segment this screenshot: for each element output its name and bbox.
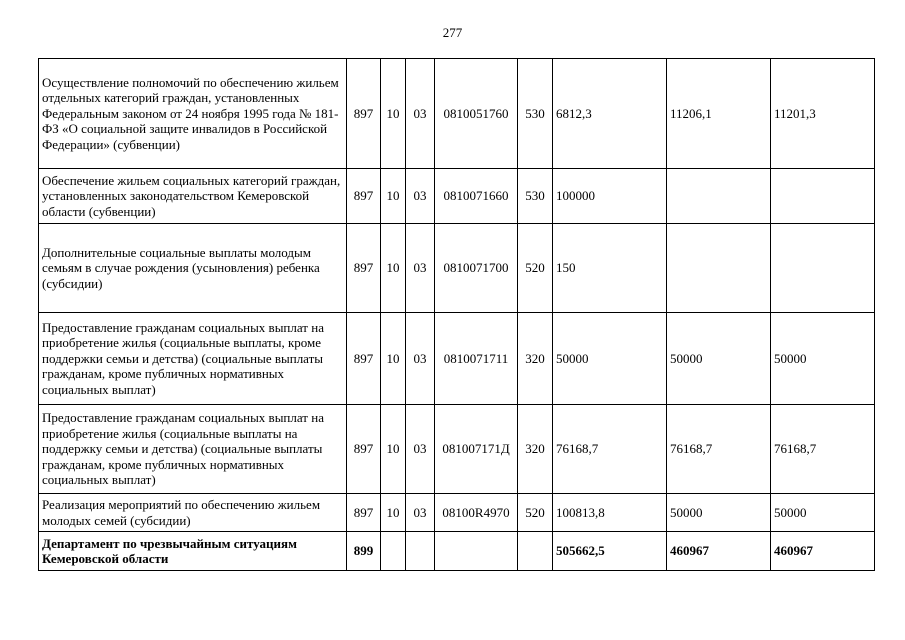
- subsection-code: [406, 532, 435, 571]
- target-article-code: 081007171Д: [435, 405, 518, 494]
- sum-year-1: 505662,5: [553, 532, 667, 571]
- target-article-code: 0810051760: [435, 59, 518, 169]
- row-name: Департамент по чрезвычайным ситуациям Кемеровской области: [39, 532, 347, 571]
- sum-year-1: 76168,7: [553, 405, 667, 494]
- row-name: Предоставление гражданам социальных выплат на приобретение жилья (социальные выплаты на поддержку семьи и детства) (социальные выплаты гражданам, кроме публичных нормативных социальных выплат): [39, 405, 347, 494]
- subsection-code: 03: [406, 405, 435, 494]
- ministry-code: 897: [347, 494, 381, 532]
- sum-year-1: 100000: [553, 169, 667, 224]
- sum-year-2: 50000: [667, 494, 771, 532]
- sum-year-2: 76168,7: [667, 405, 771, 494]
- section-code: 10: [381, 224, 406, 313]
- sum-year-2: [667, 224, 771, 313]
- table-row: [39, 169, 875, 224]
- ministry-code: 897: [347, 169, 381, 224]
- table-row: [39, 532, 875, 571]
- subsection-code: 03: [406, 59, 435, 169]
- table-row: [39, 313, 875, 405]
- expense-type-code: 520: [518, 224, 553, 313]
- subsection-code: 03: [406, 224, 435, 313]
- sum-year-1: 100813,8: [553, 494, 667, 532]
- sum-year-2: 460967: [667, 532, 771, 571]
- section-code: [381, 532, 406, 571]
- ministry-code: 897: [347, 224, 381, 313]
- sum-year-3: [771, 169, 875, 224]
- ministry-code: 897: [347, 313, 381, 405]
- sum-year-2: [667, 169, 771, 224]
- subsection-code: 03: [406, 169, 435, 224]
- table-row: [39, 494, 875, 532]
- expense-type-code: 320: [518, 313, 553, 405]
- section-code: 10: [381, 313, 406, 405]
- row-name: Предоставление гражданам социальных выплат на приобретение жилья (социальные выплаты, кроме поддержки семьи и детства) (социальные выплаты гражданам, кроме публичных нормативных социальных выплат): [39, 313, 347, 405]
- row-name: Дополнительные социальные выплаты молодым семьям в случае рождения (усыновления) ребенка (субсидии): [39, 224, 347, 313]
- target-article-code: 0810071711: [435, 313, 518, 405]
- row-name: Обеспечение жильем социальных категорий граждан, установленных законодательством Кемеровской области (субвенции): [39, 169, 347, 224]
- table-row: [39, 405, 875, 494]
- sum-year-1: 6812,3: [553, 59, 667, 169]
- sum-year-3: 50000: [771, 494, 875, 532]
- section-code: 10: [381, 59, 406, 169]
- page-number: 277: [442, 25, 463, 40]
- sum-year-3: 11201,3: [771, 59, 875, 169]
- section-code: 10: [381, 405, 406, 494]
- subsection-code: 03: [406, 494, 435, 532]
- table-row: [39, 59, 875, 169]
- target-article-code: 08100R4970: [435, 494, 518, 532]
- table-row: [39, 224, 875, 313]
- subsection-code: 03: [406, 313, 435, 405]
- sum-year-3: 76168,7: [771, 405, 875, 494]
- row-name: Осуществление полномочий по обеспечению жильем отдельных категорий граждан, установленных Федеральным законом от 24 ноября 1995 года № 181-ФЗ «О социальной защите инвалидов в Российской Федерации» (субвенции): [39, 59, 347, 169]
- sum-year-1: 50000: [553, 313, 667, 405]
- expense-type-code: 530: [518, 59, 553, 169]
- ministry-code: 897: [347, 405, 381, 494]
- section-code: 10: [381, 494, 406, 532]
- sum-year-3: [771, 224, 875, 313]
- section-code: 10: [381, 169, 406, 224]
- ministry-code: 899: [347, 532, 381, 571]
- target-article-code: [435, 532, 518, 571]
- expense-type-code: 530: [518, 169, 553, 224]
- expense-type-code: [518, 532, 553, 571]
- target-article-code: 0810071700: [435, 224, 518, 313]
- sum-year-3: 50000: [771, 313, 875, 405]
- sum-year-1: 150: [553, 224, 667, 313]
- sum-year-3: 460967: [771, 532, 875, 571]
- expense-type-code: 320: [518, 405, 553, 494]
- budget-table: [38, 58, 875, 571]
- sum-year-2: 11206,1: [667, 59, 771, 169]
- target-article-code: 0810071660: [435, 169, 518, 224]
- row-name: Реализация мероприятий по обеспечению жильем молодых семей (субсидии): [39, 494, 347, 532]
- ministry-code: 897: [347, 59, 381, 169]
- expense-type-code: 520: [518, 494, 553, 532]
- sum-year-2: 50000: [667, 313, 771, 405]
